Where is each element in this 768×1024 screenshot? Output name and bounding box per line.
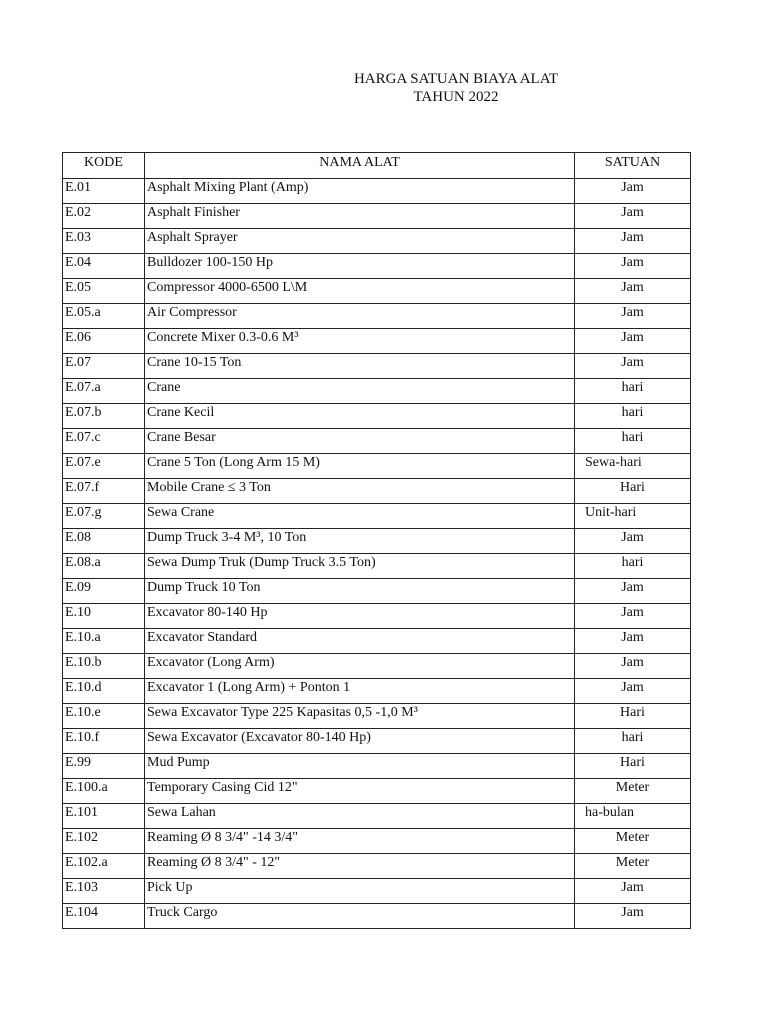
- cell-nama-alat: Truck Cargo: [145, 904, 575, 929]
- cell-satuan: Jam: [575, 179, 691, 204]
- cell-satuan: Hari: [575, 754, 691, 779]
- cell-satuan: Jam: [575, 254, 691, 279]
- table-row: [63, 829, 691, 854]
- cell-nama-alat: Crane 5 Ton (Long Arm 15 M): [145, 454, 575, 479]
- table-row: [63, 229, 691, 254]
- table-row: [63, 404, 691, 429]
- cell-satuan: Hari: [575, 479, 691, 504]
- cell-satuan: Jam: [575, 329, 691, 354]
- cell-nama-alat: Dump Truck 3-4 M³, 10 Ton: [145, 529, 575, 554]
- cell-kode: E.07.c: [63, 429, 145, 454]
- cell-kode: E.01: [63, 179, 145, 204]
- cell-satuan: hari: [575, 404, 691, 429]
- cell-satuan: Unit-hari: [575, 504, 691, 529]
- table-row: [63, 304, 691, 329]
- cell-kode: E.07.a: [63, 379, 145, 404]
- cell-nama-alat: Asphalt Mixing Plant (Amp): [145, 179, 575, 204]
- table-header-row: [63, 153, 691, 179]
- cell-nama-alat: Sewa Excavator (Excavator 80-140 Hp): [145, 729, 575, 754]
- table-row: [63, 454, 691, 479]
- cell-kode: E.08.a: [63, 554, 145, 579]
- cell-satuan: Jam: [575, 604, 691, 629]
- header-satuan: SATUAN: [575, 153, 691, 179]
- cell-kode: E.100.a: [63, 779, 145, 804]
- cell-kode: E.09: [63, 579, 145, 604]
- cell-kode: E.102.a: [63, 854, 145, 879]
- cell-kode: E.03: [63, 229, 145, 254]
- table-row: [63, 279, 691, 304]
- cell-nama-alat: Compressor 4000-6500 L\M: [145, 279, 575, 304]
- cell-satuan: Jam: [575, 679, 691, 704]
- cell-nama-alat: Sewa Excavator Type 225 Kapasitas 0,5 -1,0 M³: [145, 704, 575, 729]
- cell-satuan: Jam: [575, 879, 691, 904]
- table-row: [63, 254, 691, 279]
- table-row: [63, 554, 691, 579]
- cell-nama-alat: Crane Kecil: [145, 404, 575, 429]
- table-row: [63, 329, 691, 354]
- cell-satuan: Jam: [575, 654, 691, 679]
- cell-kode: E.101: [63, 804, 145, 829]
- cell-satuan: hari: [575, 729, 691, 754]
- cell-satuan: Jam: [575, 904, 691, 929]
- cell-satuan: Jam: [575, 204, 691, 229]
- cell-kode: E.99: [63, 754, 145, 779]
- cell-kode: E.103: [63, 879, 145, 904]
- table-row: [63, 779, 691, 804]
- cell-kode: E.10: [63, 604, 145, 629]
- cell-nama-alat: Excavator 80-140 Hp: [145, 604, 575, 629]
- cell-nama-alat: Dump Truck 10 Ton: [145, 579, 575, 604]
- cell-nama-alat: Asphalt Sprayer: [145, 229, 575, 254]
- cell-nama-alat: Reaming Ø 8 3/4" -14 3/4": [145, 829, 575, 854]
- cell-satuan: Jam: [575, 229, 691, 254]
- cell-kode: E.10.f: [63, 729, 145, 754]
- cell-kode: E.07.g: [63, 504, 145, 529]
- cell-nama-alat: Sewa Crane: [145, 504, 575, 529]
- table-row: [63, 729, 691, 754]
- cell-satuan: Meter: [575, 779, 691, 804]
- table-row: [63, 604, 691, 629]
- table-row: [63, 904, 691, 929]
- cell-kode: E.10.b: [63, 654, 145, 679]
- cell-satuan: Sewa-hari: [575, 454, 691, 479]
- table-row: [63, 379, 691, 404]
- table-row: [63, 579, 691, 604]
- cell-kode: E.06: [63, 329, 145, 354]
- cell-kode: E.10.d: [63, 679, 145, 704]
- cell-nama-alat: Concrete Mixer 0.3-0.6 M³: [145, 329, 575, 354]
- cell-satuan: Jam: [575, 529, 691, 554]
- table-row: [63, 754, 691, 779]
- cell-nama-alat: Temporary Casing Cid 12": [145, 779, 575, 804]
- cell-kode: E.07: [63, 354, 145, 379]
- cell-nama-alat: Air Compressor: [145, 304, 575, 329]
- cell-satuan: ha-bulan: [575, 804, 691, 829]
- title-line-2: TAHUN 2022: [413, 89, 499, 105]
- cell-kode: E.102: [63, 829, 145, 854]
- cell-satuan: Jam: [575, 354, 691, 379]
- table-row: [63, 804, 691, 829]
- cell-satuan: hari: [575, 379, 691, 404]
- cell-nama-alat: Bulldozer 100-150 Hp: [145, 254, 575, 279]
- cell-satuan: hari: [575, 429, 691, 454]
- header-kode: KODE: [63, 153, 145, 179]
- cell-nama-alat: Reaming Ø 8 3/4" - 12": [145, 854, 575, 879]
- table-row: [63, 354, 691, 379]
- cell-kode: E.104: [63, 904, 145, 929]
- table-body: [63, 179, 691, 929]
- cell-kode: E.05: [63, 279, 145, 304]
- table-row: [63, 204, 691, 229]
- cell-kode: E.04: [63, 254, 145, 279]
- cell-nama-alat: Sewa Dump Truk (Dump Truck 3.5 Ton): [145, 554, 575, 579]
- cell-satuan: hari: [575, 554, 691, 579]
- cell-kode: E.07.f: [63, 479, 145, 504]
- cell-nama-alat: Mobile Crane ≤ 3 Ton: [145, 479, 575, 504]
- cell-nama-alat: Excavator Standard: [145, 629, 575, 654]
- cell-satuan: Jam: [575, 279, 691, 304]
- cell-satuan: Jam: [575, 304, 691, 329]
- cell-nama-alat: Excavator 1 (Long Arm) + Ponton 1: [145, 679, 575, 704]
- table-row: [63, 179, 691, 204]
- cell-satuan: Jam: [575, 629, 691, 654]
- cell-nama-alat: Sewa Lahan: [145, 804, 575, 829]
- cell-satuan: Meter: [575, 829, 691, 854]
- header-nama-alat: NAMA ALAT: [145, 153, 575, 179]
- cell-kode: E.07.e: [63, 454, 145, 479]
- cell-nama-alat: Pick Up: [145, 879, 575, 904]
- table-row: [63, 629, 691, 654]
- cell-nama-alat: Mud Pump: [145, 754, 575, 779]
- table-row: [63, 654, 691, 679]
- cell-satuan: Jam: [575, 579, 691, 604]
- cell-kode: E.07.b: [63, 404, 145, 429]
- table-row: [63, 429, 691, 454]
- cell-kode: E.02: [63, 204, 145, 229]
- table-row: [63, 854, 691, 879]
- table-row: [63, 704, 691, 729]
- table-row: [63, 879, 691, 904]
- cell-nama-alat: Crane 10-15 Ton: [145, 354, 575, 379]
- cell-nama-alat: Excavator (Long Arm): [145, 654, 575, 679]
- cell-kode: E.05.a: [63, 304, 145, 329]
- table-row: [63, 529, 691, 554]
- table-row: [63, 679, 691, 704]
- equipment-price-table: [62, 152, 691, 929]
- cell-satuan: Meter: [575, 854, 691, 879]
- cell-kode: E.08: [63, 529, 145, 554]
- table-row: [63, 479, 691, 504]
- cell-nama-alat: Asphalt Finisher: [145, 204, 575, 229]
- title-line-1: HARGA SATUAN BIAYA ALAT: [353, 71, 559, 87]
- cell-kode: E.10.e: [63, 704, 145, 729]
- cell-nama-alat: Crane: [145, 379, 575, 404]
- cell-nama-alat: Crane Besar: [145, 429, 575, 454]
- cell-kode: E.10.a: [63, 629, 145, 654]
- document-title: [300, 70, 612, 106]
- cell-satuan: Hari: [575, 704, 691, 729]
- table-row: [63, 504, 691, 529]
